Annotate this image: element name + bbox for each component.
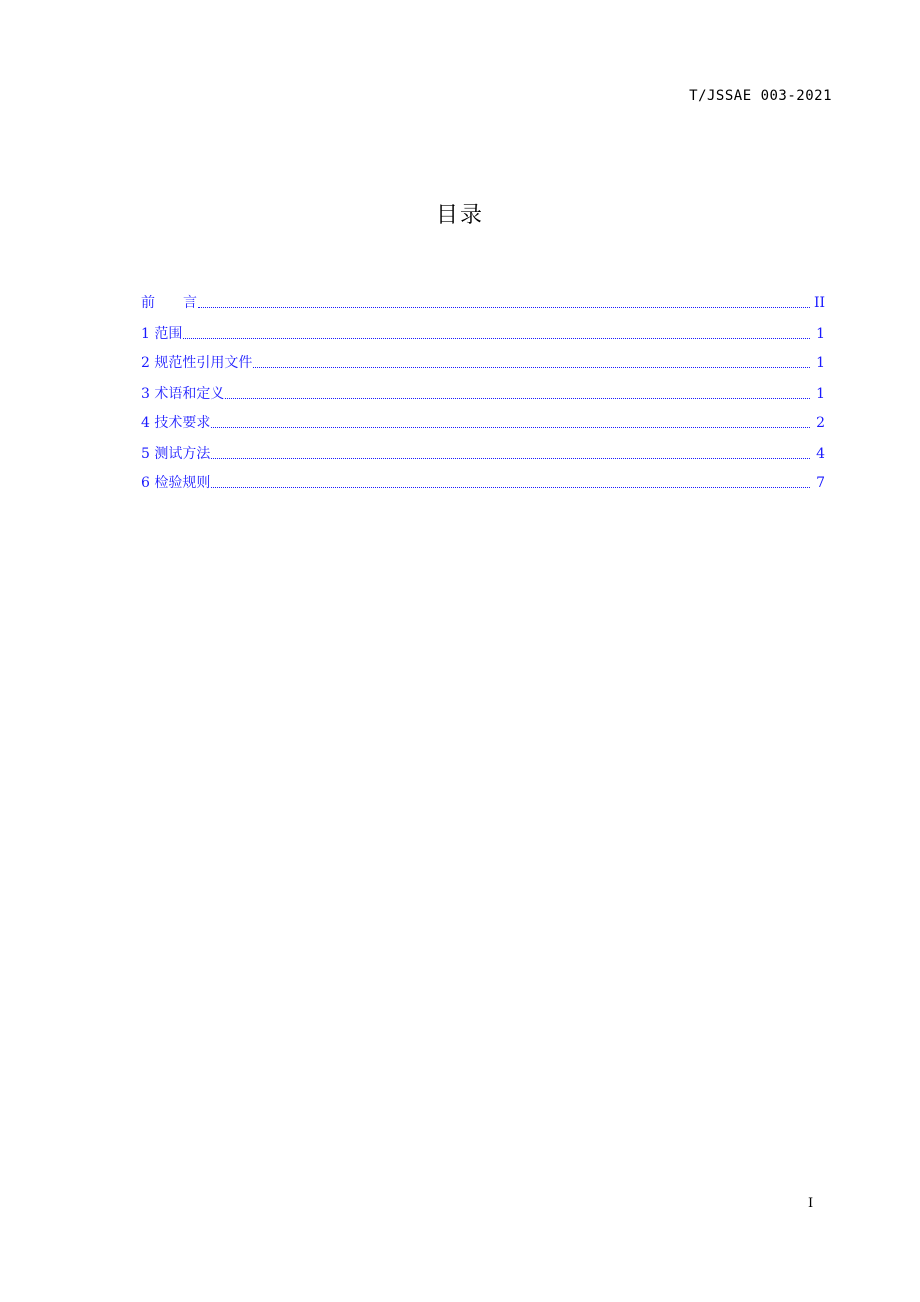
toc-entry-page: 2 <box>816 415 825 431</box>
toc-entry-label: 4 技术要求 <box>141 415 211 431</box>
toc-dot-leader <box>211 426 810 428</box>
toc-entry-page: 4 <box>816 446 825 462</box>
toc-entry-inspection-rules[interactable] <box>141 470 825 492</box>
toc-dot-leader <box>211 457 810 459</box>
toc-entry-normative-references[interactable] <box>141 350 825 372</box>
toc-entry-terms-definitions[interactable] <box>141 381 825 403</box>
toc-entry-label: 1 范围 <box>141 326 183 342</box>
toc-entry-page: 1 <box>816 386 825 402</box>
page-number: I <box>808 1196 814 1211</box>
toc-entry-label: 2 规范性引用文件 <box>141 355 253 371</box>
toc-dot-leader <box>253 366 810 368</box>
toc-dot-leader <box>183 337 810 339</box>
toc-title: 目录 <box>435 203 484 228</box>
toc-dot-leader <box>225 397 810 399</box>
toc-entry-technical-requirements[interactable] <box>141 410 825 432</box>
toc-entry-scope[interactable] <box>141 321 825 343</box>
toc-entry-page: 1 <box>816 355 825 371</box>
toc-entry-label: 前 言 <box>141 295 197 311</box>
toc-entry-label: 3 术语和定义 <box>141 386 225 402</box>
toc-entry-page: II <box>813 295 825 311</box>
toc-entry-label: 6 检验规则 <box>141 475 211 491</box>
toc-entry-foreword[interactable] <box>141 290 825 312</box>
toc-dot-leader <box>211 486 810 488</box>
toc-entry-page: 7 <box>816 475 825 491</box>
toc-entry-test-methods[interactable] <box>141 441 825 463</box>
document-code: T/JSSAE 003-2021 <box>689 88 832 104</box>
toc-dot-leader <box>198 306 810 308</box>
toc-entry-page: 1 <box>816 326 825 342</box>
toc-entry-label: 5 测试方法 <box>141 446 211 462</box>
